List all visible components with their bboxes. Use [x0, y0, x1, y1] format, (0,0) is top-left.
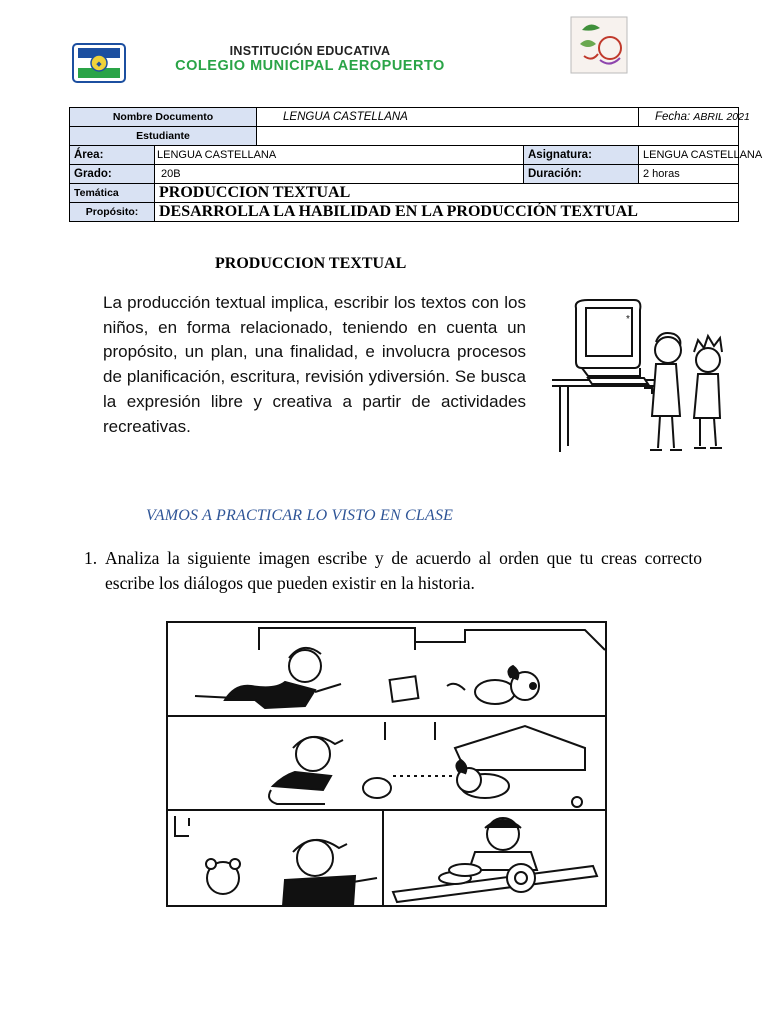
grado-label: Grado: [70, 165, 155, 184]
duracion-label: Duración: [524, 165, 639, 184]
proposito-label: Propósito: [70, 203, 155, 222]
estudiante-label: Estudiante [70, 127, 257, 146]
intro-paragraph: La producción textual implica, escribir los textos con los niños, en forma relacionado, teniendo en cuenta un propósito, un plan, una finalidad, e involucra procesos de planificación, escritura, revisión ydiversión. Se busca la expresión libre y creativa a partir de actividades recreativas. [103, 293, 526, 436]
asignatura-value: LENGUA CASTELLANA [639, 146, 739, 165]
grado-value: 20B [155, 165, 524, 184]
instruction-item [84, 546, 702, 596]
tematica-label: Temática [70, 184, 155, 203]
table-row [70, 108, 739, 127]
asignatura-label: Asignatura: [524, 146, 639, 165]
duracion-value: 2 horas [639, 165, 739, 184]
nombre-documento-value: LENGUA CASTELLANA [257, 108, 639, 127]
table-row [70, 146, 739, 165]
practice-title: VAMOS A PRACTICAR LO VISTO EN CLASE [146, 507, 454, 524]
institution-line-2: COLEGIO MUNICIPAL AEROPUERTO [175, 58, 445, 74]
table-row [70, 127, 739, 146]
children-at-computer-illustration [548, 296, 732, 462]
fecha-value: ABRIL 2021 [693, 111, 750, 123]
nombre-documento-label: Nombre Documento [70, 108, 257, 127]
table-row [70, 203, 739, 222]
boy-and-dog-comic-strip-illustration [165, 620, 608, 908]
area-label: Área: [70, 146, 155, 165]
area-value: LENGUA CASTELLANA [155, 146, 524, 165]
tematica-value: PRODUCCION TEXTUAL [155, 184, 739, 203]
svg-text:*: * [626, 314, 630, 325]
instruction-number: 1. [84, 548, 98, 568]
table-row [70, 165, 739, 184]
school-anniversary-logo-icon [570, 16, 628, 74]
estudiante-value [257, 127, 739, 146]
institution-line-1: INSTITUCIÓN EDUCATIVA [229, 44, 391, 58]
svg-text:◆: ◆ [96, 61, 102, 68]
table-row [70, 184, 739, 203]
proposito-value: DESARROLLA LA HABILIDAD EN LA PRODUCCIÓN TEXTUAL [155, 203, 739, 222]
school-shield-logo-icon [70, 42, 128, 84]
section-title: PRODUCCION TEXTUAL [215, 255, 407, 272]
document-info-table [69, 107, 763, 222]
institution-title [150, 44, 470, 74]
instruction-text: Analiza la siguiente imagen escribe y de acuerdo al orden que tu creas correcto escribe los diálogos que pueden existir en la historia. [105, 548, 702, 593]
fecha-cell [639, 108, 750, 127]
fecha-label: Fecha: [655, 111, 691, 123]
